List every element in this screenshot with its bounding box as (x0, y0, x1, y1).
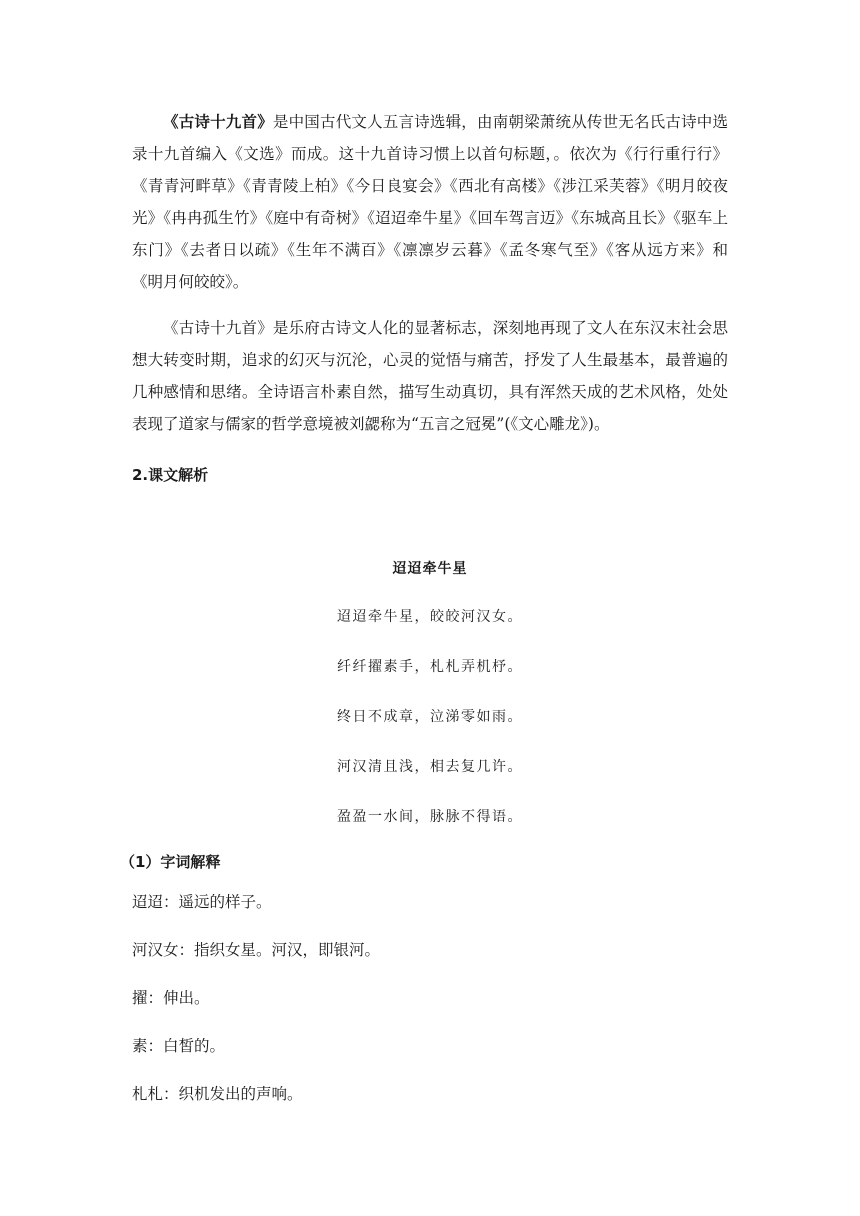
poem-line: 盈盈一水间，脉脉不得语。 (337, 809, 523, 825)
collection-title: 《古诗十九首》 (163, 112, 273, 131)
glossary-item: 迢迢：遥远的样子。 (132, 893, 272, 911)
intro-paragraph-1-text: 是中国古代文人五言诗选辑，由南朝梁萧统从传世无名氏古诗中选录十九首编入《文选》而成。这十九首诗习惯上以首句标题，。依次为《行行重行行》《青青河畔草》《青青陵上柏》《今日良宴会》《西北有高楼》《涉江采芙蓉》《明月皎夜光》《冉冉孤生竹》《庭中有奇树》《迢迢牵牛星》《回车驾言迈》《东城高且长》《驱车上东门》《去者日以疏》《生年不满百》《凛凛岁云暮》《孟冬寒气至》《客从远方来》和《明月何皎皎》。 (132, 113, 728, 291)
poem-line: 纤纤擢素手，札札弄机杼。 (337, 659, 523, 675)
section-heading-text-analysis: 2.课文解析 (132, 466, 209, 484)
poem-line: 迢迢牵牛星，皎皎河汉女。 (337, 609, 523, 625)
glossary-item: 擢：伸出。 (132, 989, 210, 1007)
poem-line: 河汉清且浅，相去复几许。 (337, 759, 523, 775)
intro-paragraph-1 (132, 106, 728, 298)
glossary-item: 河汉女：指织女星。河汉，即银河。 (132, 941, 381, 959)
intro-paragraph-2: 《古诗十九首》是乐府古诗文人化的显著标志，深刻地再现了文人在东汉末社会思想大转变时期，追求的幻灭与沉沦，心灵的觉悟与痛苦，抒发了人生最基本，最普遍的几种感情和思绪。全诗语言朴素自然，描写生动真切，具有浑然天成的艺术风格，处处表现了道家与儒家的哲学意境被刘勰称为“五言之冠冕”(《文心雕龙》)。 (132, 319, 728, 433)
glossary-item: 素：白皙的。 (132, 1037, 226, 1055)
poem-block (132, 558, 728, 828)
glossary-item: 札札：织机发出的声响。 (132, 1085, 303, 1103)
glossary-list (132, 890, 728, 1106)
poem-title: 迢迢牵牛星 (392, 561, 468, 577)
poem-line: 终日不成章，泣涕零如雨。 (337, 709, 523, 725)
glossary-heading: （1）字词解释 (120, 853, 221, 871)
